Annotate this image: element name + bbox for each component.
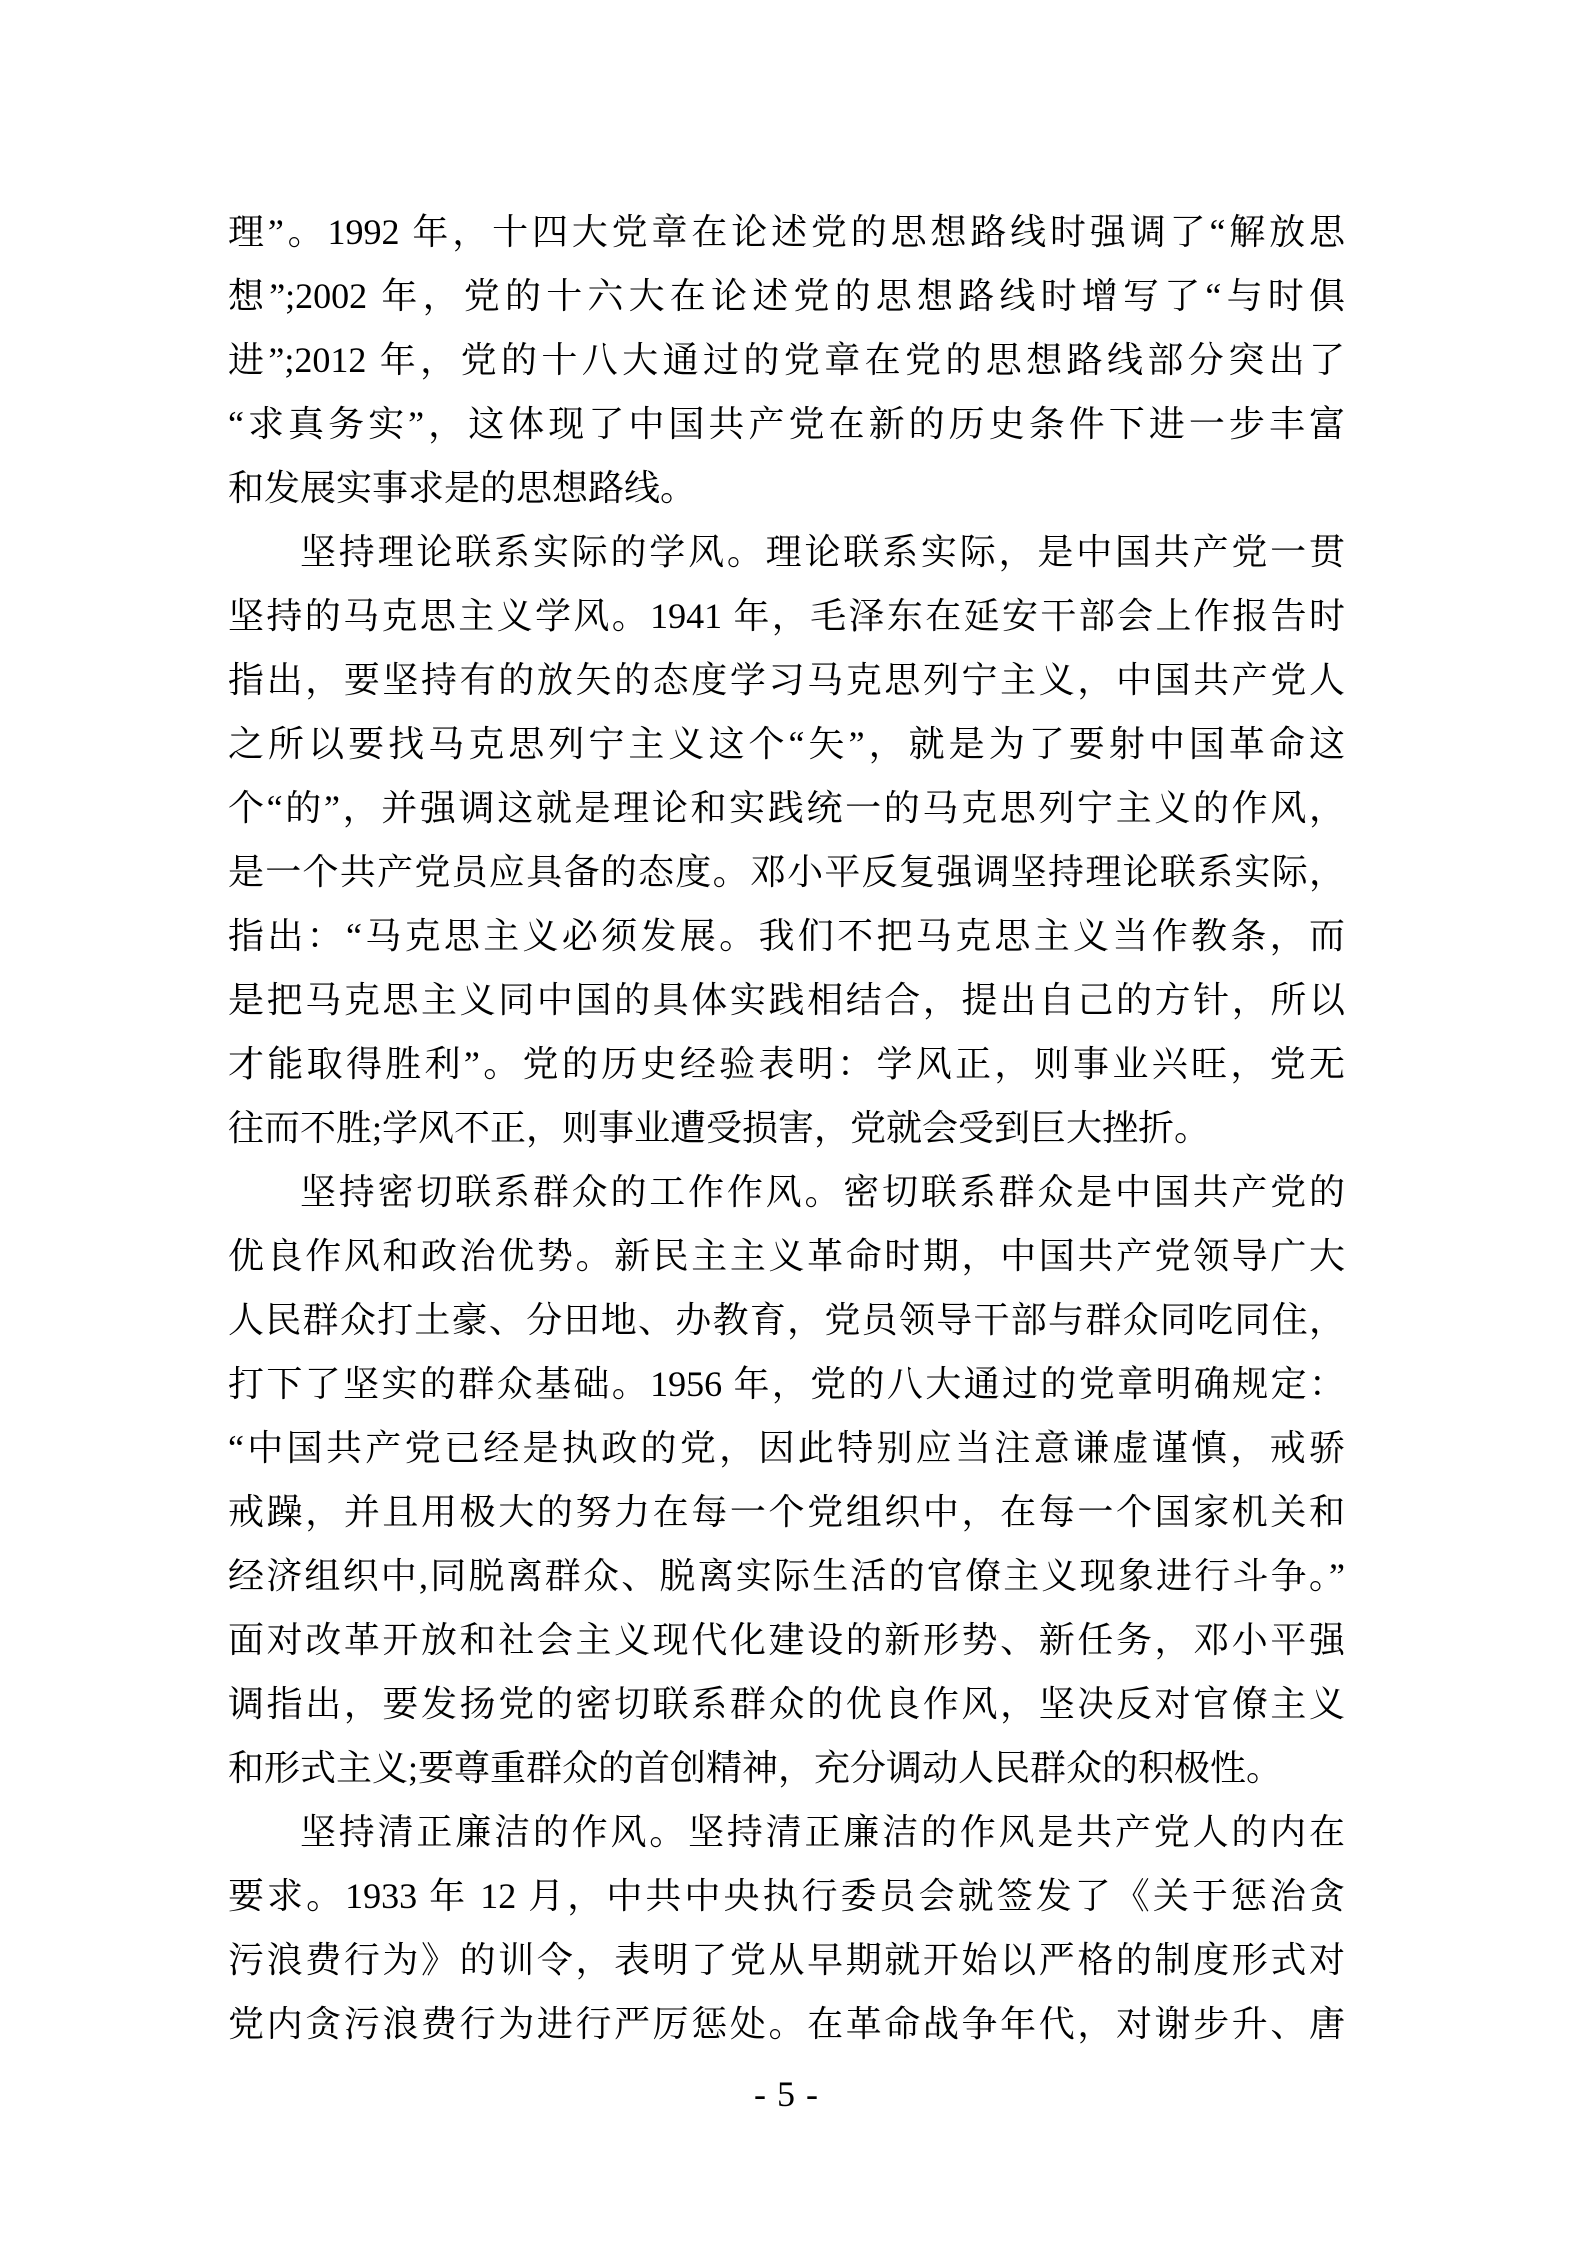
- text-line: 和形式主义;要尊重群众的首创精神，充分调动人民群众的积极性。: [228, 1748, 1283, 1788]
- text-line: 才能取得胜利”。党的历史经验表明：学风正，则事业兴旺，党无: [228, 1044, 1345, 1084]
- text-line: 往而不胜;学风不正，则事业遭受损害，党就会受到巨大挫折。: [228, 1108, 1211, 1148]
- text-line: 打下了坚实的群众基础。1956 年，党的八大通过的党章明确规定：: [228, 1364, 1345, 1404]
- text-line: 是一个共产党员应具备的态度。邓小平反复强调坚持理论联系实际，: [228, 852, 1345, 892]
- text-line: 是把马克思主义同中国的具体实践相结合，提出自己的方针，所以: [228, 980, 1345, 1020]
- text-line: 要求。1933 年 12 月，中共中央执行委员会就签发了《关于惩治贪: [228, 1876, 1345, 1916]
- text-line: 和发展实事求是的思想路线。: [228, 468, 697, 508]
- text-line: 党内贪污浪费行为进行严厉惩处。在革命战争年代，对谢步升、唐: [228, 2004, 1345, 2044]
- text-line: 个“的”，并强调这就是理论和实践统一的马克思列宁主义的作风，: [228, 788, 1345, 828]
- text-line: 指出，要坚持有的放矢的态度学习马克思列宁主义，中国共产党人: [228, 660, 1345, 700]
- text-line: 调指出，要发扬党的密切联系群众的优良作风，坚决反对官僚主义: [228, 1684, 1345, 1724]
- text-line: 进”;2012 年，党的十八大通过的党章在党的思想路线部分突出了: [228, 340, 1345, 380]
- text-line: 坚持密切联系群众的工作作风。密切联系群众是中国共产党的: [300, 1172, 1345, 1212]
- text-line: 面对改革开放和社会主义现代化建设的新形势、新任务，邓小平强: [228, 1620, 1345, 1660]
- text-line: “求真务实”，这体现了中国共产党在新的历史条件下进一步丰富: [228, 404, 1345, 444]
- text-line: 经济组织中,同脱离群众、脱离实际生活的官僚主义现象进行斗争。”: [228, 1556, 1345, 1596]
- document-text-block: [228, 200, 1345, 2056]
- text-line: 坚持的马克思主义学风。1941 年，毛泽东在延安干部会上作报告时: [228, 596, 1345, 636]
- text-line: 之所以要找马克思列宁主义这个“矢”，就是为了要射中国革命这: [228, 724, 1345, 764]
- text-line: “中国共产党已经是执政的党，因此特别应当注意谦虚谨慎，戒骄: [228, 1428, 1345, 1468]
- text-line: 坚持清正廉洁的作风。坚持清正廉洁的作风是共产党人的内在: [300, 1812, 1345, 1852]
- page-number-label: - 5 -: [754, 2074, 819, 2114]
- text-line: 指出：“马克思主义必须发展。我们不把马克思主义当作教条，而: [228, 916, 1345, 956]
- text-line: 优良作风和政治优势。新民主主义革命时期，中国共产党领导广大: [228, 1236, 1345, 1276]
- text-line: 理”。1992 年，十四大党章在论述党的思想路线时强调了“解放思: [228, 212, 1345, 252]
- text-line: 想”;2002 年，党的十六大在论述党的思想路线时增写了“与时俱: [228, 276, 1345, 316]
- text-line: 戒躁，并且用极大的努力在每一个党组织中，在每一个国家机关和: [228, 1492, 1345, 1532]
- text-line: 人民群众打土豪、分田地、办教育，党员领导干部与群众同吃同住，: [228, 1300, 1345, 1340]
- text-line: 坚持理论联系实际的学风。理论联系实际，是中国共产党一贯: [300, 532, 1345, 572]
- text-line: 污浪费行为》的训令，表明了党从早期就开始以严格的制度形式对: [228, 1940, 1345, 1980]
